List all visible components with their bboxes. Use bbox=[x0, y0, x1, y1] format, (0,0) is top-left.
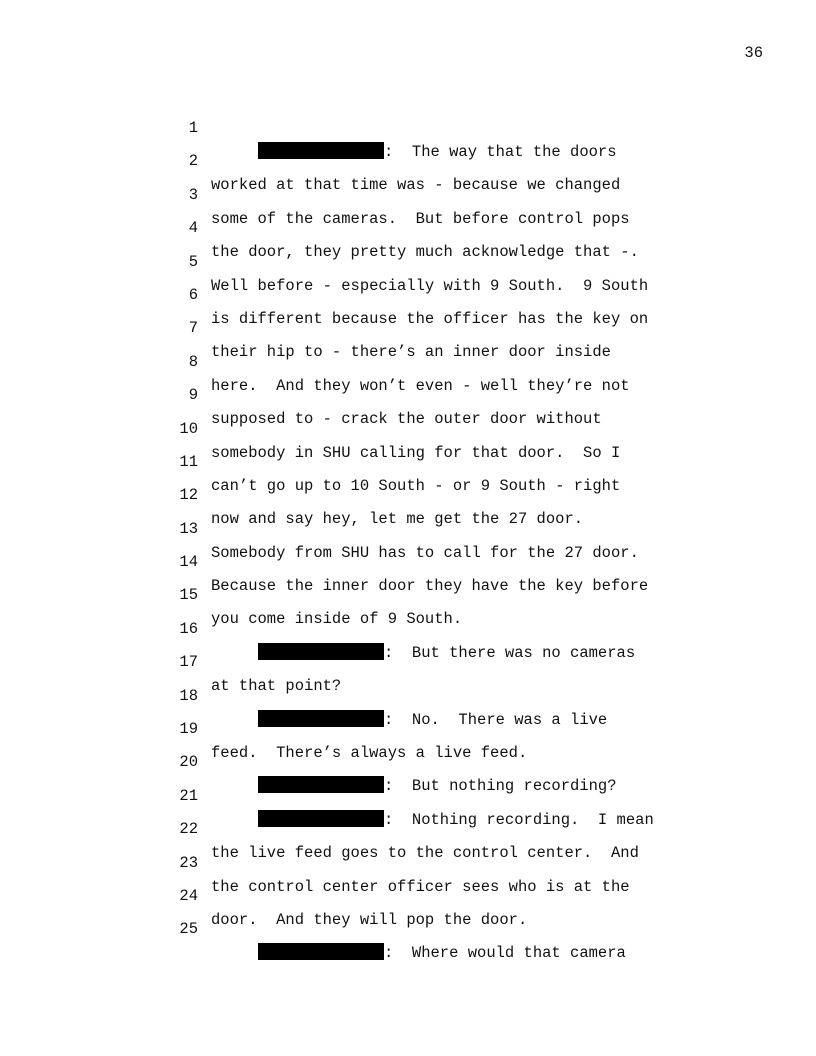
line-number: 2 bbox=[188, 152, 198, 171]
line-number: 19 bbox=[179, 720, 198, 739]
transcript-line bbox=[0, 192, 816, 262]
line-text: feed. There’s always a live feed. bbox=[211, 744, 528, 763]
line-text: door. And they will pop the door. bbox=[211, 910, 528, 929]
line-text: you come inside of 9 South. bbox=[211, 610, 463, 629]
line-text: now and say hey, let me get the 27 door. bbox=[211, 510, 584, 529]
line-number: 12 bbox=[179, 486, 198, 505]
transcript-line bbox=[0, 226, 816, 295]
line-number: 22 bbox=[179, 820, 198, 839]
transcript-line bbox=[0, 259, 816, 328]
line-text: the door, they pretty much acknowledge that -. bbox=[211, 243, 639, 262]
line-text: Because the inner door they have the key before bbox=[211, 577, 649, 596]
line-number: 8 bbox=[188, 352, 198, 371]
speaker-line-text: : Where would that camera bbox=[384, 944, 626, 963]
line-number: 21 bbox=[179, 786, 198, 805]
line-number: 18 bbox=[179, 686, 198, 705]
transcript-line bbox=[0, 159, 816, 228]
line-text: their hip to - there’s an inner door inside bbox=[211, 343, 611, 362]
transcript-body bbox=[0, 92, 816, 963]
line-text: can’t go up to 10 South - or 9 South - right bbox=[211, 476, 621, 495]
line-number: 6 bbox=[188, 285, 198, 304]
line-number: 7 bbox=[188, 319, 198, 338]
line-number: 9 bbox=[188, 386, 198, 405]
transcript-line bbox=[0, 860, 816, 929]
transcript-line bbox=[0, 125, 816, 195]
line-text: the live feed goes to the control center. And bbox=[211, 844, 639, 863]
transcript-line bbox=[0, 660, 816, 729]
line-number: 15 bbox=[179, 586, 198, 605]
speaker-line-text: : Nothing recording. I mean bbox=[384, 810, 654, 829]
transcript-line bbox=[0, 92, 816, 161]
speaker-line-text: : The way that the doors bbox=[384, 143, 617, 161]
line-text: supposed to - crack the outer door without bbox=[211, 410, 602, 429]
line-text: here. And they won’t even - well they’re not bbox=[211, 376, 630, 395]
line-number: 17 bbox=[179, 653, 198, 672]
speaker-line-text: : But nothing recording? bbox=[384, 777, 617, 796]
line-text: is different because the officer has the key on bbox=[211, 309, 649, 328]
transcript-line bbox=[0, 760, 816, 829]
transcript-line bbox=[0, 426, 816, 495]
line-number: 5 bbox=[188, 252, 198, 271]
speaker-line-text: : No. There was a live bbox=[384, 710, 608, 729]
line-number: 13 bbox=[179, 519, 198, 538]
speaker-line-text: : But there was no cameras bbox=[384, 643, 636, 662]
line-text: worked at that time was - because we changed bbox=[211, 176, 621, 195]
transcript-line bbox=[0, 593, 816, 662]
transcript-line bbox=[0, 493, 816, 562]
redaction-bar bbox=[258, 943, 384, 960]
line-number: 11 bbox=[179, 452, 198, 471]
line-number: 16 bbox=[179, 619, 198, 638]
line-text: somebody in SHU calling for that door. So I bbox=[211, 443, 621, 462]
line-number: 20 bbox=[179, 753, 198, 772]
transcript-line bbox=[0, 893, 816, 963]
line-number: 3 bbox=[188, 185, 198, 204]
transcript-line bbox=[0, 292, 816, 362]
line-number: 25 bbox=[179, 920, 198, 939]
transcript-line bbox=[0, 326, 816, 395]
line-number: 24 bbox=[179, 886, 198, 905]
line-number: 23 bbox=[179, 853, 198, 872]
line-text: at that point? bbox=[211, 677, 342, 696]
line-text: some of the cameras. But before control pops bbox=[211, 209, 630, 228]
line-number: 1 bbox=[188, 119, 198, 137]
line-text: Well before - especially with 9 South. 9 South bbox=[211, 276, 649, 295]
page-number: 36 bbox=[744, 44, 763, 62]
line-text: Somebody from SHU has to call for the 27 door. bbox=[211, 543, 639, 562]
line-text: the control center officer sees who is at the bbox=[211, 877, 630, 896]
line-number: 14 bbox=[179, 553, 198, 572]
line-number: 10 bbox=[179, 419, 198, 438]
line-number: 4 bbox=[188, 219, 198, 238]
line-text bbox=[258, 941, 626, 965]
